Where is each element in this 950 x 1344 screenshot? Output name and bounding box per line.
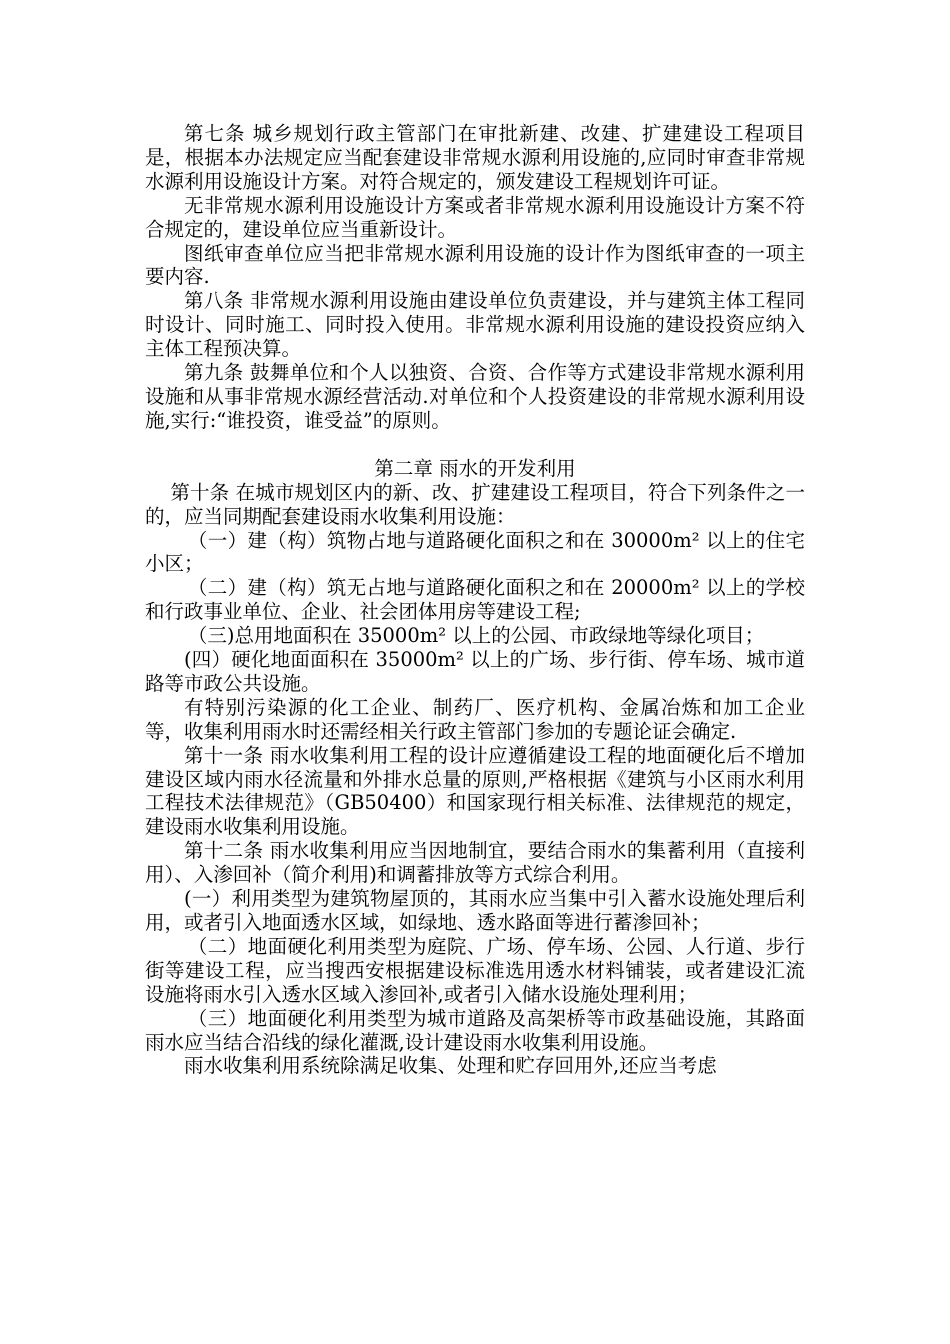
article-10-item-4: (四）硬化地面面积在 35000m² 以上的广场、步行街、停车场、城市道路等市政公共设施。 [145, 648, 805, 695]
article-10-item-3: （三)总用地面积在 35000m² 以上的公园、市政绿地等绿化项目； [187, 624, 765, 648]
article-12-item-3: （三）地面硬化利用类型为城市道路及高架桥等市政基础设施，其路面雨水应当结合沿线的绿化灌溉,设计建设雨水收集利用设施。 [145, 1006, 805, 1054]
article-12-item-1: (一）利用类型为建筑物屋顶的，其雨水应当集中引入蓄水设施处理后利用，或者引入地面透水区域，如绿地、透水路面等进行蓄渗回补； [145, 887, 805, 934]
article-7-design-paragraph: 无非常规水源利用设施设计方案或者非常规水源利用设施设计方案不符合规定的，建设单位应当重新设计。 [145, 193, 805, 241]
article-12-system-paragraph: 雨水收集利用系统除满足收集、处理和贮存回用外,还应当考虑 [184, 1054, 717, 1078]
article-10-item-1: （一）建（构）筑物占地与道路硬化面积之和在 30000m² 以上的住宅小区； [145, 528, 805, 576]
article-12-paragraph: 第十二条 雨水收集利用应当因地制宜，要结合雨水的集蓄利用（直接利用）、入渗回补（简介利用)和调蓄排放等方式综合利用。 [145, 839, 805, 887]
article-9-paragraph: 第九条 鼓舞单位和个人以独资、合资、合作等方式建设非常规水源利用设施和从事非常规水源经营活动.对单位和个人投资建设的非常规水源利用设施,实行:“谁投资，谁受益”的原则。 [145, 361, 805, 432]
document-page [145, 122, 805, 1078]
article-10-paragraph: 第十条 在城市规划区内的新、改、扩建建设工程项目，符合下列条件之一的，应当同期配套建设雨水收集利用设施： [145, 480, 805, 528]
article-11-paragraph: 第十一条 雨水收集利用工程的设计应遵循建设工程的地面硬化后不增加建设区域内雨水径流量和外排水总量的原则,严格根据《建筑与小区雨水利用工程技术法律规范》（GB50400）和国家现行相关标准、法律规范的规定，建设雨水收集利用设施。 [145, 743, 805, 839]
chapter-2-heading: 第二章 雨水的开发利用 [374, 456, 576, 480]
article-10-item-2: （二）建（构）筑无占地与道路硬化面积之和在 20000m² 以上的学校和行政事业单位、企业、社会团体用房等建设工程; [145, 576, 805, 624]
article-12-item-2: （二）地面硬化利用类型为庭院、广场、停车场、公园、人行道、步行街等建设工程，应当搜西安根据建设标准选用透水材料铺装，或者建设汇流设施将雨水引入透水区域入渗回补,或者引入储水设施处理利用； [145, 934, 805, 1006]
article-8-paragraph: 第八条 非常规水源利用设施由建设单位负责建设，并与建筑主体工程同时设计、同时施工、同时投入使用。非常规水源利用设施的建设投资应纳入主体工程预决算。 [145, 289, 805, 361]
article-7-review-paragraph: 图纸审查单位应当把非常规水源利用设施的设计作为图纸审查的一项主要内容. [145, 241, 805, 289]
article-10-pollution-paragraph: 有特别污染源的化工企业、制药厂、医疗机构、金属冶炼和加工企业等，收集利用雨水时还需经相关行政主管部门参加的专题论证会确定. [145, 695, 805, 743]
article-7-paragraph: 第七条 城乡规划行政主管部门在审批新建、改建、扩建建设工程项目是，根据本办法规定应当配套建设非常规水源利用设施的,应同时审查非常规水源利用设施设计方案。对符合规定的，颁发建设工程规划许可证。 [145, 122, 805, 193]
